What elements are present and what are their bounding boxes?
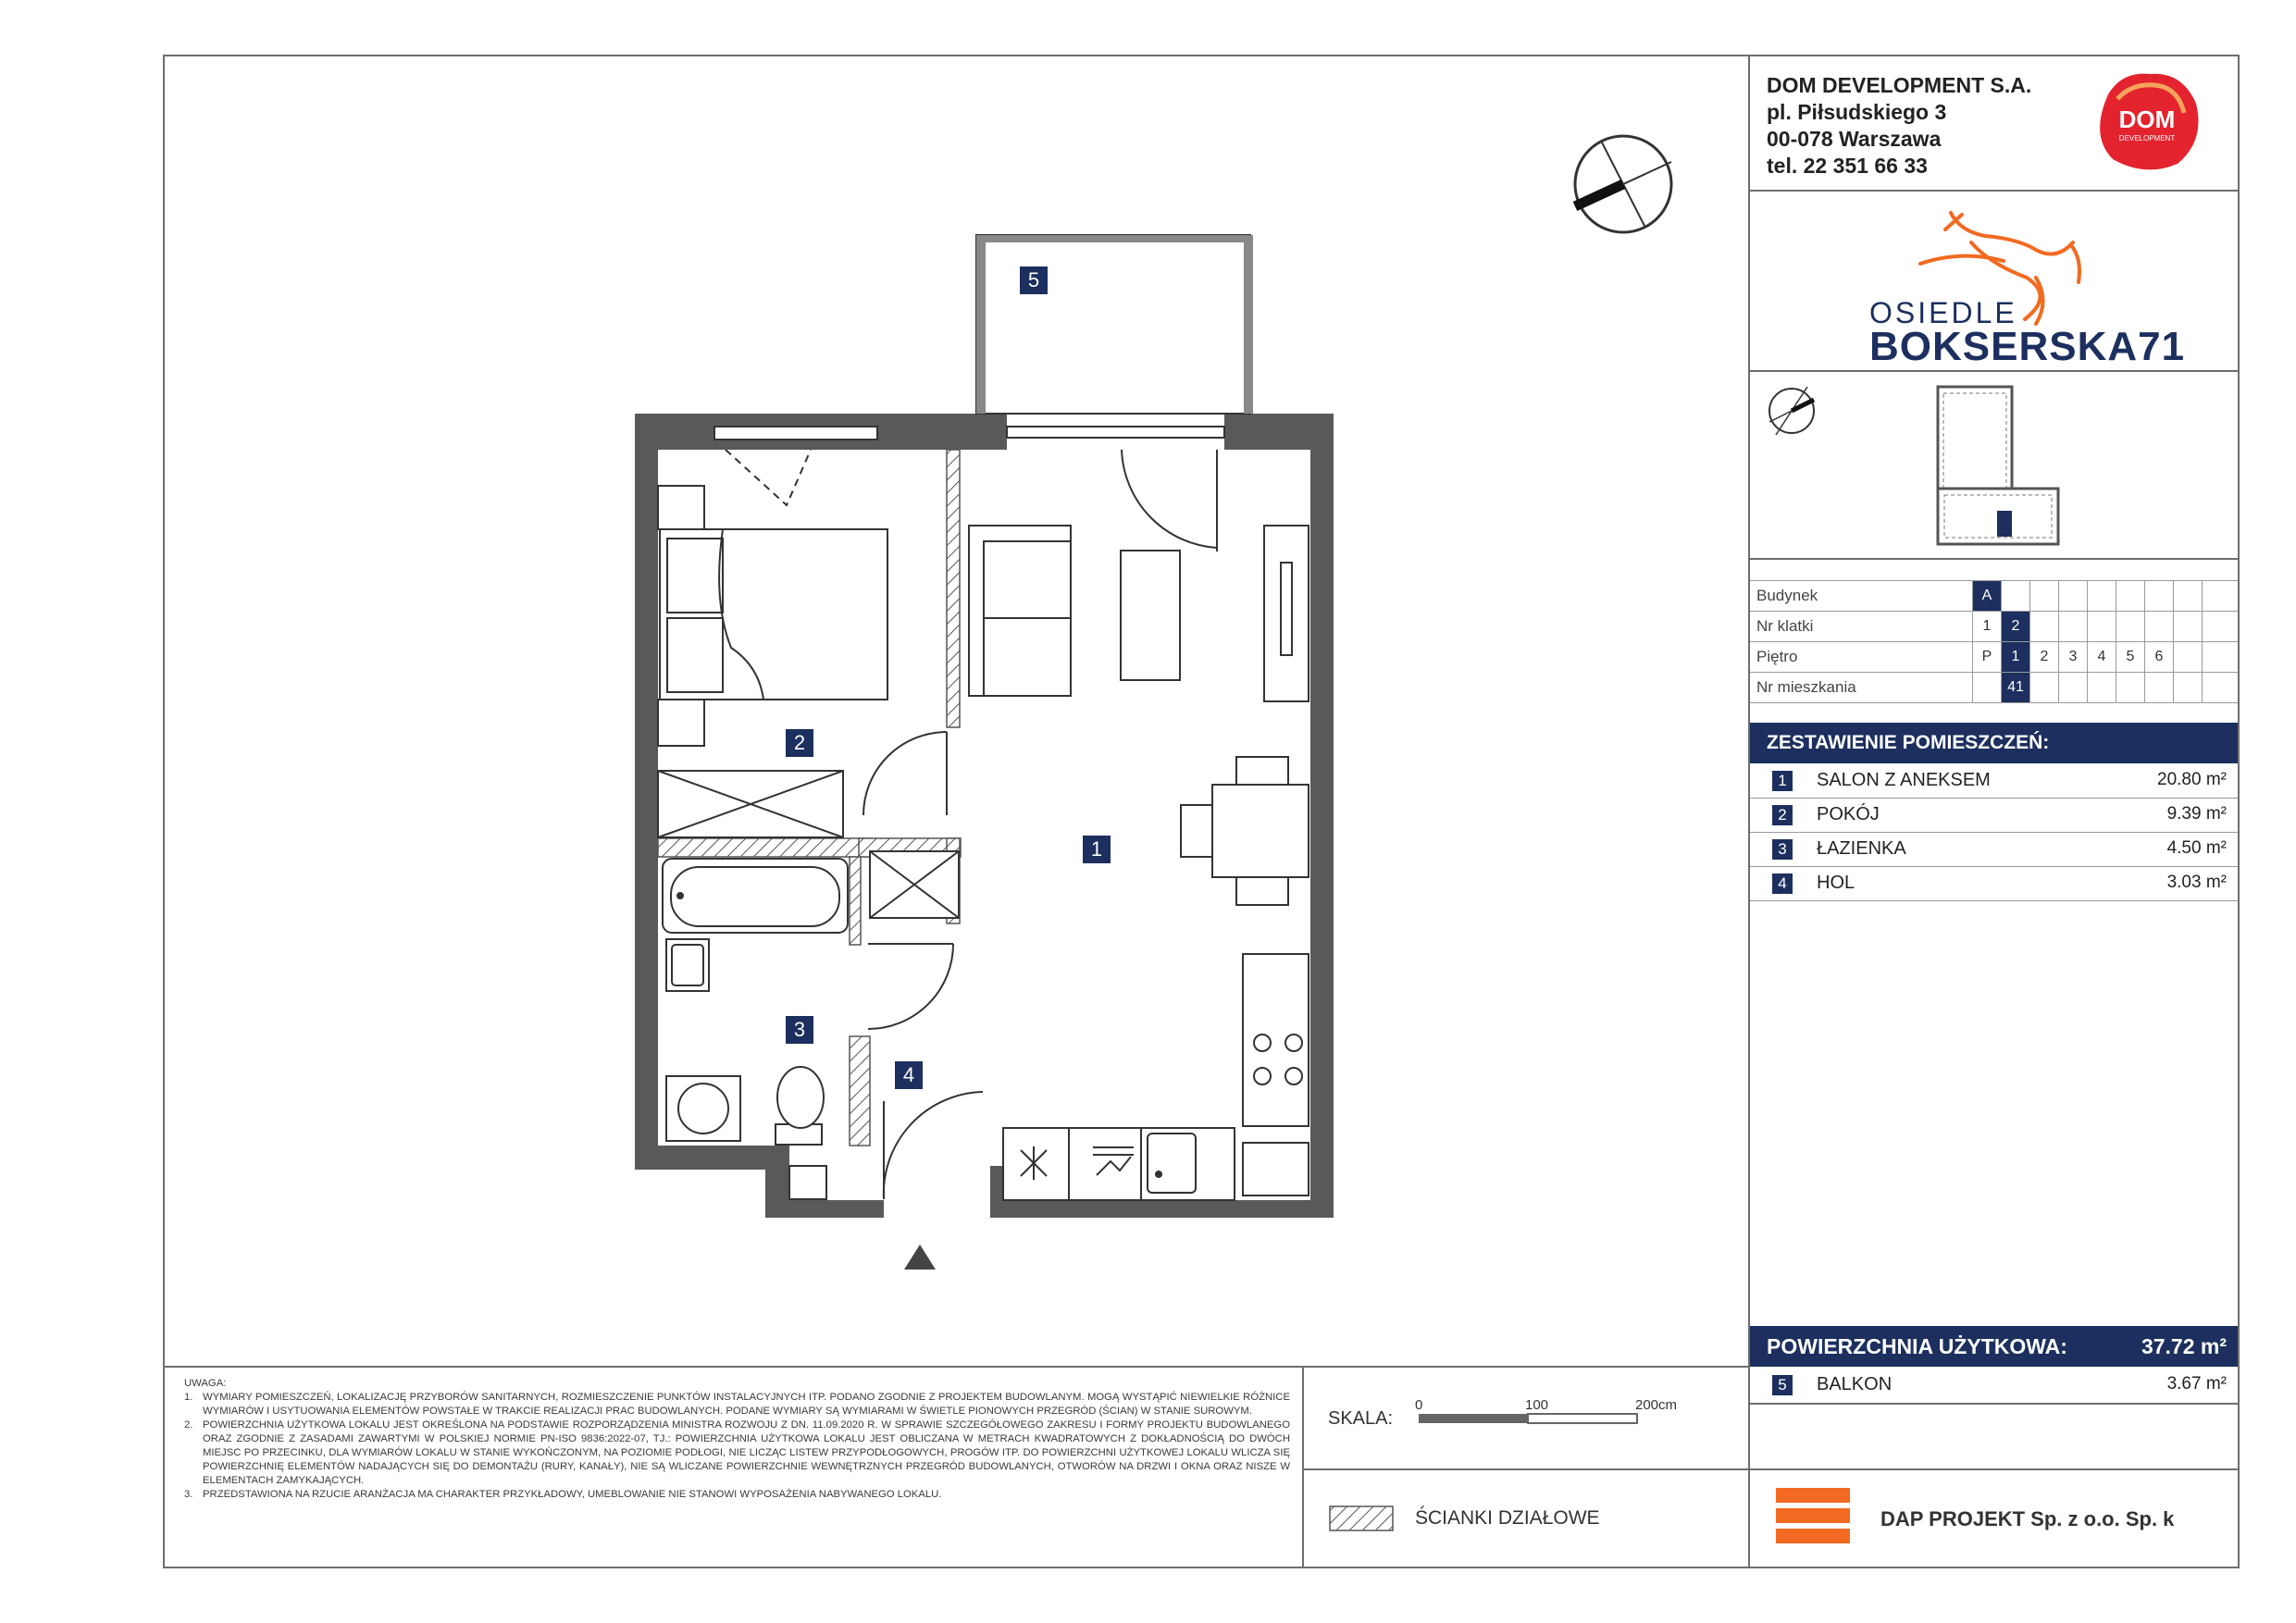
room-number: 2 [1772,805,1793,825]
cell [2116,581,2144,611]
partition-legend-swatch [1330,1506,1393,1530]
note-item [184,1391,1290,1419]
row-klatka [1750,612,2238,641]
company-street: pl. Piłsudskiego 3 [1767,100,1947,124]
note-number: 1. [184,1392,193,1403]
cell [2173,581,2202,611]
cell [2116,612,2144,641]
bathroom-fixtures [663,851,959,1145]
cell [2202,581,2230,611]
note-text: WYMIARY POMIESZCZEŃ, LOKALIZACJĘ PRZYBORÓW SANITARNYCH, ROZMIESZCZENIE PUNKTÓW INSTALACYJNYCH ITP. PODANO ZGODNIE Z PROJEKTEM BUDOWLANYM. MOGĄ WYSTĄPIĆ NIEWIELKIE RÓŻNICE WYMIARÓW I USYTUOWANIA ELEMENTÓW POWSTAŁE W TRAKCIE REALIZACJI PRAC BUDOWLANYCH. PODANE WYMIARY SĄ WYMIARAMI W ŚWIETLE PIONOWYCH PRZEGRÓD (ŚCIAN) W STANIE SUROWYM. [203,1392,1290,1417]
kitchen [1003,954,1309,1200]
cell [2058,581,2087,611]
cell [2202,612,2230,641]
cell [2058,612,2087,641]
balcony [976,235,1253,414]
room-name: POKÓJ [1817,804,1880,824]
usable-area [1750,1326,2238,1367]
room-area: 20.80 m² [2157,770,2227,789]
project-number: 71 [2138,324,2186,369]
cell [2116,673,2144,702]
compass-icon [1575,136,1671,232]
note-item [184,1488,1290,1502]
dom-logo-text: DOM [2118,105,2176,133]
row-budynek [1750,581,2238,611]
room-name: HOL [1817,873,1855,893]
room-label-2: 2 [786,729,813,757]
cell [2173,612,2202,641]
living-furniture [969,526,1309,905]
cell [2144,581,2173,611]
cell: P [1972,642,2001,672]
room-area: 9.39 m² [2166,804,2227,824]
cell [2058,673,2087,702]
dom-logo-subtext: DEVELOPMENT [2118,134,2176,142]
project-line1: OSIEDLE [1869,296,2017,329]
notes [184,1377,1290,1502]
cell: 1 [1972,612,2001,641]
entrance-arrow-icon [904,1245,936,1270]
cell [2087,581,2116,611]
wardrobe [658,771,843,837]
partition-legend-label: ŚCIANKI DZIAŁOWE [1415,1507,1600,1529]
room-name: ŁAZIENKA [1817,838,1906,859]
row-label: Budynek [1756,587,1818,604]
company-name: DOM DEVELOPMENT S.A. [1767,73,2032,97]
shafts [789,1166,826,1199]
row-mieszkanie [1750,673,2238,702]
cell: 2 [2001,612,2029,641]
cell: 5 [2116,642,2144,672]
room-row-2 [1750,799,2238,833]
room-name: BALKON [1817,1374,1893,1394]
cell: 3 [2058,642,2087,672]
cell: A [1972,581,2001,611]
row-label: Piętro [1756,648,1798,665]
key-plan [1769,387,2058,544]
room-label-4: 4 [895,1061,923,1089]
cell [2087,612,2116,641]
notes-title: UWAGA: [184,1378,227,1389]
company-city: 00-078 Warszawa [1767,127,1942,151]
architect-name: DAP PROJEKT Sp. z o.o. Sp. k [1880,1507,2175,1530]
dap-logo-icon [1776,1488,1850,1543]
cell [2202,673,2230,702]
room-row-1 [1750,764,2238,799]
cell [2144,673,2173,702]
room-area: 3.03 m² [2166,873,2227,892]
balcony-row [1750,1369,2238,1402]
rooms-header [1750,723,2238,763]
usable-area-value: 37.72 m² [2141,1334,2227,1358]
room-area: 4.50 m² [2166,838,2227,858]
room-label-5: 5 [1020,266,1048,294]
cell [2087,673,2116,702]
cell [2144,612,2173,641]
cell [2029,673,2058,702]
company-info [1767,72,2031,180]
note-number: 2. [184,1419,193,1431]
scale-tick: 100 [1525,1397,1549,1413]
project-name [1869,324,2185,370]
cell [1972,673,2001,702]
cell [2029,612,2058,641]
room-row-3 [1750,833,2238,867]
room-number: 4 [1772,873,1793,894]
dom-development-logo [2090,67,2204,174]
room-number: 5 [1772,1375,1793,1395]
cell: 41 [2001,673,2029,702]
cell [2202,642,2230,672]
rooms-header-text: ZESTAWIENIE POMIESZCZEŃ: [1767,732,2050,753]
scale-tick: 0 [1415,1397,1423,1413]
project-line2: BOKSERSKA [1869,324,2139,369]
room-row-4 [1750,867,2238,901]
note-text: PRZEDSTAWIONA NA RZUCIE ARANŻACJA MA CHARAKTER PRZYKŁADOWY, UMEBLOWANIE NIE STANOWI WYPOSAŻENIA NABYWANEGO LOKALU. [203,1489,942,1500]
usable-area-label: POWIERZCHNIA UŻYTKOWA: [1767,1334,2067,1358]
room-label-1: 1 [1083,836,1111,863]
cell: 6 [2144,642,2173,672]
table-line [1750,702,2238,703]
note-text: POWIERZCHNIA UŻYTKOWA LOKALU JEST OKREŚLONA NA PODSTAWIE ROZPORZĄDZENIA MINISTRA ROZWOJU Z DN. 11.09.2020 R. W SPRAWIE SZCZEGÓŁOWEGO ZAKRESU I FORMY PROJEKTU BUDOWLANEGO ORAZ ZGODNIE Z ZASADAMI ZAWARTYMI W POLSKIEJ NORMIE PN-ISO 9836:2022-07, TJ.: POWIERZCHNIA UŻYTKOWA LOKALU JEST OBLICZANA W METRACH KWADRATOWYCH Z DOKŁADNOŚCIĄ DO DWÓCH MIEJSC PO PRZECINKU, DLA WYMIARÓW LOKALU W STANIE WYKOŃCZONYM, NA POZIOMIE PODŁOGI, NIE LICZĄC LISTEW PRZYPODŁOGOWYCH, PROGÓW ITP. DO POWIERZCHNI UŻYTKOWEJ LOKALU WLICZA SIĘ POWIERZCHNIĘ ELEMENTÓW NADAJĄCYCH SIĘ DO DEMONTAŻU (RURY, KANAŁY), NIE SĄ WLICZANE POWIERZCHNIE WEWNĘTRZNYCH PRZEGRÓD BUDOWLANYCH, OTWORÓW NA DRZWI I OKNA ORAZ NISZE W ELEMENTACH ZAMYKAJĄCYCH. [203,1419,1290,1486]
cell [2173,642,2202,672]
cell [2029,581,2058,611]
company-phone: tel. 22 351 66 33 [1767,154,1928,178]
cell: 2 [2029,642,2058,672]
cell [2173,673,2202,702]
room-number: 3 [1772,839,1793,860]
room-name: SALON Z ANEKSEM [1817,770,1991,790]
bed [658,486,887,746]
cell: 1 [2001,642,2029,672]
note-item [184,1419,1290,1488]
room-number: 1 [1772,771,1793,791]
note-number: 3. [184,1489,193,1500]
row-label: Nr mieszkania [1756,678,1856,696]
cell [2001,581,2029,611]
row-pietro [1750,642,2238,672]
scale-bar [1419,1414,1637,1423]
scale-label: SKALA: [1328,1408,1394,1429]
row-label: Nr klatki [1756,617,1814,635]
room-label-3: 3 [786,1016,813,1044]
room-area: 3.67 m² [2166,1374,2227,1394]
cell: 4 [2087,642,2116,672]
scale-tick: 200cm [1635,1397,1678,1413]
